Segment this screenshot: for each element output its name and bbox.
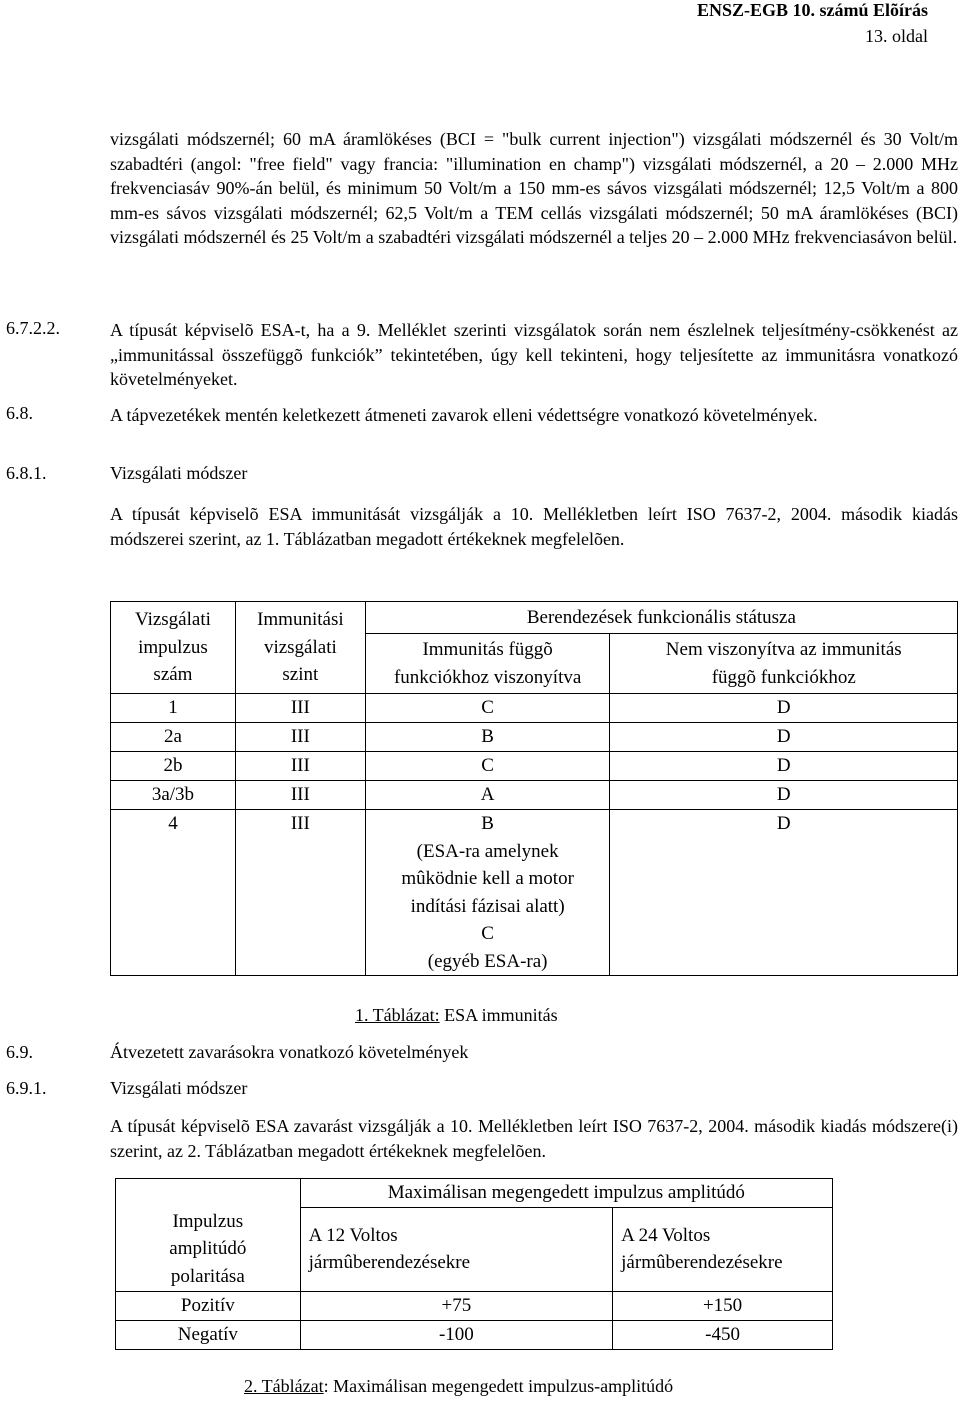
table-row	[111, 781, 958, 810]
table-cell: D	[610, 723, 958, 752]
table-cell: III	[235, 781, 365, 810]
table-cell: +75	[300, 1291, 613, 1320]
table-cell: 2a	[111, 723, 236, 752]
table2-header-24v: A 24 Voltos jármûberendezésekre	[613, 1207, 833, 1291]
page-number: 13. oldal	[865, 26, 928, 46]
table-cell: 3a/3b	[111, 781, 236, 810]
table-cell: C	[365, 752, 610, 781]
section-6-8-1-text: A típusát képviselõ ESA immunitását vizsgálják a 10. Mellékletben leírt ISO 7637-2, 2004. második kiadás módszerei szerint, az 1. Táblázatban megadott értékeknek megfelelõen.	[110, 504, 958, 549]
section-number-6-8-1: 6.8.1.	[6, 463, 47, 483]
table-cell: D	[610, 752, 958, 781]
table2-caption: 2. Táblázat: Maximálisan megengedett impulzus-amplitúdó	[244, 1376, 674, 1396]
section-6-8-1-title: Vizsgálati módszer	[110, 463, 248, 483]
table-row	[116, 1320, 833, 1349]
table-cell: III	[235, 752, 365, 781]
table-cell: 2b	[111, 752, 236, 781]
table-esa-immunity	[110, 601, 958, 976]
table1-header-pulse: Vizsgálati impulzus szám	[111, 602, 236, 694]
table-row	[111, 723, 958, 752]
section-6-7-2-2-text: A típusát képviselõ ESA-t, ha a 9. Melléklet szerinti vizsgálatok során nem észlelnek teljesítmény-csökkenést az „immunitással összefüggõ funkciók” tekintetében, úgy kell tekinteni, hogy teljesítette az immunitásra vonatkozó követelményeket.	[110, 320, 958, 390]
table-cell: III	[235, 810, 365, 976]
table2-header-group: Maximálisan megengedett impulzus amplitúdó	[300, 1179, 832, 1208]
section-6-9-1-title: Vizsgálati módszer	[110, 1078, 248, 1098]
section-number-6-8: 6.8.	[6, 403, 33, 423]
table-cell: -450	[613, 1320, 833, 1349]
table-cell: D	[610, 694, 958, 723]
table-cell: B	[365, 723, 610, 752]
table-row	[111, 752, 958, 781]
table-cell: D	[610, 810, 958, 976]
table1-header-independent: Nem viszonyítva az immunitás függõ funkciókhoz	[610, 634, 958, 694]
table-cell: -100	[300, 1320, 613, 1349]
table2-header-blank	[116, 1179, 301, 1208]
table-cell: 1	[111, 694, 236, 723]
intro-paragraph: vizsgálati módszernél; 60 mA áramlökéses (BCI = "bulk current injection") vizsgálati módszernél és 30 Volt/m szabadtéri (angol: "free field" vagy francia: "illumination en champ") vizsgálati módszernél, a 20 – 2.000 MHz frekvenciasáv 90%-án belül, és minimum 50 Volt/m a 150 mm-es sávos vizsgálati módszernél; 12,5 Volt/m a 800 mm-es sávos vizsgálati módszernél; 62,5 Volt/m a TEM cellás vizsgálati módszernél; 50 mA áramlökéses (BCI) vizsgálati módszernél és 25 Volt/m a szabadtéri vizsgálati módszernél a teljes 20 – 2.000 MHz frekvenciasávon belül.	[110, 129, 958, 248]
table-row	[111, 694, 958, 723]
table1-header-dependent: Immunitás függõ funkciókhoz viszonyítva	[365, 634, 610, 694]
table-cell: C	[365, 694, 610, 723]
table-cell: III	[235, 694, 365, 723]
table1-header-level: Immunitási vizsgálati szint	[235, 602, 365, 694]
table-cell: A	[365, 781, 610, 810]
section-number-6-9: 6.9.	[6, 1042, 33, 1062]
table-cell: B (ESA-ra amelynek mûködnie kell a motor indítási fázisai alatt) C (egyéb ESA-ra)	[365, 810, 610, 976]
document-title: ENSZ-EGB 10. számú Elõírás	[696, 0, 928, 20]
section-6-9-text: Átvezetett zavarásokra vonatkozó követelmények	[110, 1042, 469, 1062]
table-cell: III	[235, 723, 365, 752]
section-number-6-9-1: 6.9.1.	[6, 1078, 47, 1098]
table-row	[116, 1291, 833, 1320]
table-row	[111, 810, 958, 976]
table-cell: Pozitív	[116, 1291, 301, 1320]
section-6-9-1-text: A típusát képviselõ ESA zavarást vizsgálják a 10. Mellékletben leírt ISO 7637-2, 2004. második kiadás módszere(i) szerint, az 2. Táblázatban megadott értékeknek megfelelõen.	[110, 1116, 958, 1161]
table2-header-12v: A 12 Voltos jármûberendezésekre	[300, 1207, 613, 1291]
table-cell: 4	[111, 810, 236, 976]
table-cell: D	[610, 781, 958, 810]
table2-header-polarity: Impulzus amplitúdó polaritása	[116, 1207, 301, 1291]
table-pulse-amplitude	[115, 1178, 833, 1350]
table-cell: Negatív	[116, 1320, 301, 1349]
section-6-8-text: A tápvezetékek mentén keletkezett átmeneti zavarok elleni védettségre vonatkozó követelmények.	[110, 405, 818, 425]
table1-caption: 1. Táblázat: ESA immunitás	[355, 1005, 558, 1025]
section-number-6-7-2-2: 6.7.2.2.	[6, 318, 60, 338]
table-cell: +150	[613, 1291, 833, 1320]
table1-header-status-group: Berendezések funkcionális státusza	[365, 602, 957, 634]
